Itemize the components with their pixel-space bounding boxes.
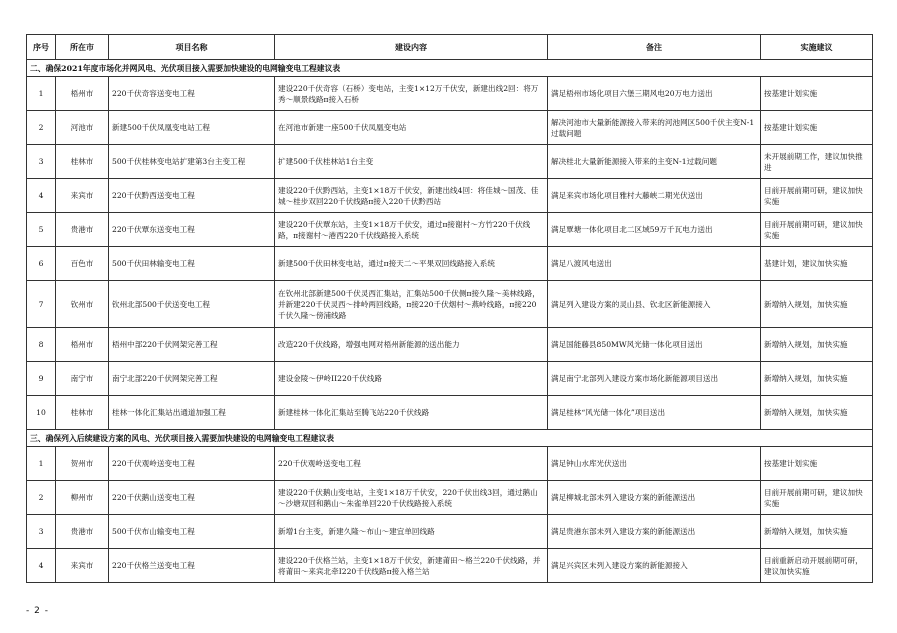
header-no: 序号 [27, 35, 56, 60]
header-note: 备注 [548, 35, 761, 60]
cell-no: 3 [27, 515, 56, 549]
header-name: 项目名称 [109, 35, 275, 60]
cell-advice: 目前开展前期可研，建议加快实施 [761, 481, 873, 515]
cell-city: 桂林市 [56, 396, 109, 430]
cell-note: 满足来宾市场化项目雅村大藤峡二期光伏送出 [548, 179, 761, 213]
cell-city: 百色市 [56, 247, 109, 281]
cell-name: 钦州北部500千伏送变电工程 [109, 281, 275, 328]
cell-content: 建设220千伏鹅山变电站，主变1×18万千伏安，220千伏出线3回，通过鹅山～沙塘双回和鹅山～朱雀单回220千伏线路接入系统 [275, 481, 548, 515]
cell-advice: 按基建计划实施 [761, 111, 873, 145]
cell-city: 梧州市 [56, 77, 109, 111]
table-row [27, 362, 873, 396]
page-number: - 2 - [26, 606, 49, 616]
cell-advice: 新增纳入规划，加快实施 [761, 362, 873, 396]
cell-city: 桂林市 [56, 145, 109, 179]
cell-city: 贵港市 [56, 515, 109, 549]
section-heading [27, 430, 873, 447]
table-row [27, 111, 873, 145]
cell-content: 建设220千伏格兰站，主变1×18万千伏安，新建莆田～格兰220千伏线路，并将莆田～来宾北牵I220千伏线路π接入格兰站 [275, 549, 548, 583]
cell-name: 新建500千伏凤凰变电站工程 [109, 111, 275, 145]
table-row [27, 145, 873, 179]
cell-name: 500千伏田林输变电工程 [109, 247, 275, 281]
table-row [27, 247, 873, 281]
cell-content: 建设金陵～伊岭II220千伏线路 [275, 362, 548, 396]
cell-advice: 按基建计划实施 [761, 447, 873, 481]
cell-note: 满足列入建设方案的灵山县、钦北区新能源接入 [548, 281, 761, 328]
cell-city: 来宾市 [56, 179, 109, 213]
cell-city: 梧州市 [56, 328, 109, 362]
cell-advice: 新增纳入规划，加快实施 [761, 281, 873, 328]
cell-city: 钦州市 [56, 281, 109, 328]
cell-city: 南宁市 [56, 362, 109, 396]
cell-content: 扩建500千伏桂林站1台主变 [275, 145, 548, 179]
cell-name: 南宁北部220千伏网架完善工程 [109, 362, 275, 396]
cell-no: 2 [27, 111, 56, 145]
cell-note: 解决河池市大量新能源接入带来的河池网区500千伏主变N-1过载问题 [548, 111, 761, 145]
cell-note: 解决桂北大量新能源接入带来的主变N-1过载问题 [548, 145, 761, 179]
cell-name: 桂林一体化汇集站出通道加强工程 [109, 396, 275, 430]
cell-no: 5 [27, 213, 56, 247]
cell-content: 在钦州北部新建500千伏灵西汇集站，汇集站500千伏侧π接久隆～美林线路，并新建220千伏灵西～排岭两回线路，π接220千伏烟村～燕岭线路，π接220千伏久隆～傍浦线路 [275, 281, 548, 328]
cell-name: 500千伏桂林变电站扩建第3台主变工程 [109, 145, 275, 179]
table-header-row [27, 35, 873, 60]
section-title: 二、确保2021年度市场化并网风电、光伏项目接入需要加快建设的电网输变电工程建议表 [27, 60, 873, 77]
table-row [27, 447, 873, 481]
cell-city: 贺州市 [56, 447, 109, 481]
section-heading [27, 60, 873, 77]
cell-note: 满足兴宾区未列入建设方案的新能源接入 [548, 549, 761, 583]
cell-advice: 新增纳入规划，加快实施 [761, 515, 873, 549]
cell-no: 4 [27, 549, 56, 583]
cell-city: 柳州市 [56, 481, 109, 515]
table-row [27, 515, 873, 549]
cell-name: 梧州中部220千伏网架完善工程 [109, 328, 275, 362]
table-body [27, 60, 873, 583]
cell-name: 220千伏鹅山送变电工程 [109, 481, 275, 515]
cell-note: 满足八渡风电送出 [548, 247, 761, 281]
cell-name: 500千伏布山输变电工程 [109, 515, 275, 549]
cell-no: 6 [27, 247, 56, 281]
cell-note: 满足钟山水库光伏送出 [548, 447, 761, 481]
cell-content: 新增1台主变，新建久隆～布山～建宜单回线路 [275, 515, 548, 549]
table-row [27, 481, 873, 515]
header-content: 建设内容 [275, 35, 548, 60]
cell-content: 建设220千伏黔西站，主变1×18万千伏安，新建出线4回：将佳城～国茂、佳城～桂步双回220千伏线路π接入220千伏黔西站 [275, 179, 548, 213]
cell-content: 在河池市新建一座500千伏凤凰变电站 [275, 111, 548, 145]
cell-no: 4 [27, 179, 56, 213]
table-row [27, 281, 873, 328]
cell-note: 满足桂林“风光储一体化”项目送出 [548, 396, 761, 430]
cell-content: 建设220千伏奇容（石桥）变电站，主变1×12万千伏安，新建出线2回：将万秀～顺景线路π接入石桥 [275, 77, 548, 111]
cell-advice: 按基建计划实施 [761, 77, 873, 111]
cell-advice: 基建计划，建议加快实施 [761, 247, 873, 281]
cell-no: 9 [27, 362, 56, 396]
cell-note: 满足梧州市场化项目六堡三期风电20万电力送出 [548, 77, 761, 111]
cell-no: 10 [27, 396, 56, 430]
table-row [27, 328, 873, 362]
section-title: 三、确保列入后续建设方案的风电、光伏项目接入需要加快建设的电网输变电工程建议表 [27, 430, 873, 447]
cell-name: 220千伏奇容送变电工程 [109, 77, 275, 111]
cell-no: 3 [27, 145, 56, 179]
cell-city: 来宾市 [56, 549, 109, 583]
cell-content: 新建500千伏田林变电站，通过π接天二～平果双回线路接入系统 [275, 247, 548, 281]
cell-content: 建设220千伏覃东站，主变1×18万千伏安，通过π接谢村～方竹220千伏线路，π接谢村～港西220千伏线路接入系统 [275, 213, 548, 247]
cell-note: 满足柳城北部未列入建设方案的新能源送出 [548, 481, 761, 515]
cell-no: 2 [27, 481, 56, 515]
cell-name: 220千伏覃东送变电工程 [109, 213, 275, 247]
cell-no: 7 [27, 281, 56, 328]
cell-city: 河池市 [56, 111, 109, 145]
cell-city: 贵港市 [56, 213, 109, 247]
header-city: 所在市 [56, 35, 109, 60]
cell-note: 满足南宁北部列入建设方案市场化新能源项目送出 [548, 362, 761, 396]
cell-advice: 新增纳入规划，加快实施 [761, 328, 873, 362]
cell-name: 220千伏观岭送变电工程 [109, 447, 275, 481]
project-table-page [26, 34, 872, 583]
header-advice: 实施建议 [761, 35, 873, 60]
table-row [27, 396, 873, 430]
cell-advice: 目前开展前期可研，建议加快实施 [761, 179, 873, 213]
table-row [27, 549, 873, 583]
cell-advice: 目前重新启动开展前期可研，建议加快实施 [761, 549, 873, 583]
cell-note: 满足覃塘一体化项目北二区域59万千瓦电力送出 [548, 213, 761, 247]
cell-content: 220千伏观岭送变电工程 [275, 447, 548, 481]
cell-no: 8 [27, 328, 56, 362]
cell-advice: 新增纳入规划，加快实施 [761, 396, 873, 430]
cell-content: 改造220千伏线路，增强电网对梧州新能源的送出能力 [275, 328, 548, 362]
cell-content: 新建桂林一体化汇集站至腾飞站220千伏线路 [275, 396, 548, 430]
cell-note: 满足国能藤县850MW风光储一体化项目送出 [548, 328, 761, 362]
cell-name: 220千伏格兰送变电工程 [109, 549, 275, 583]
cell-advice: 未开展前期工作，建议加快推进 [761, 145, 873, 179]
project-table [26, 34, 873, 583]
cell-no: 1 [27, 77, 56, 111]
cell-name: 220千伏黔西送变电工程 [109, 179, 275, 213]
table-row [27, 77, 873, 111]
cell-advice: 目前开展前期可研，建议加快实施 [761, 213, 873, 247]
table-row [27, 213, 873, 247]
cell-note: 满足贵港东部未列入建设方案的新能源送出 [548, 515, 761, 549]
cell-no: 1 [27, 447, 56, 481]
table-row [27, 179, 873, 213]
